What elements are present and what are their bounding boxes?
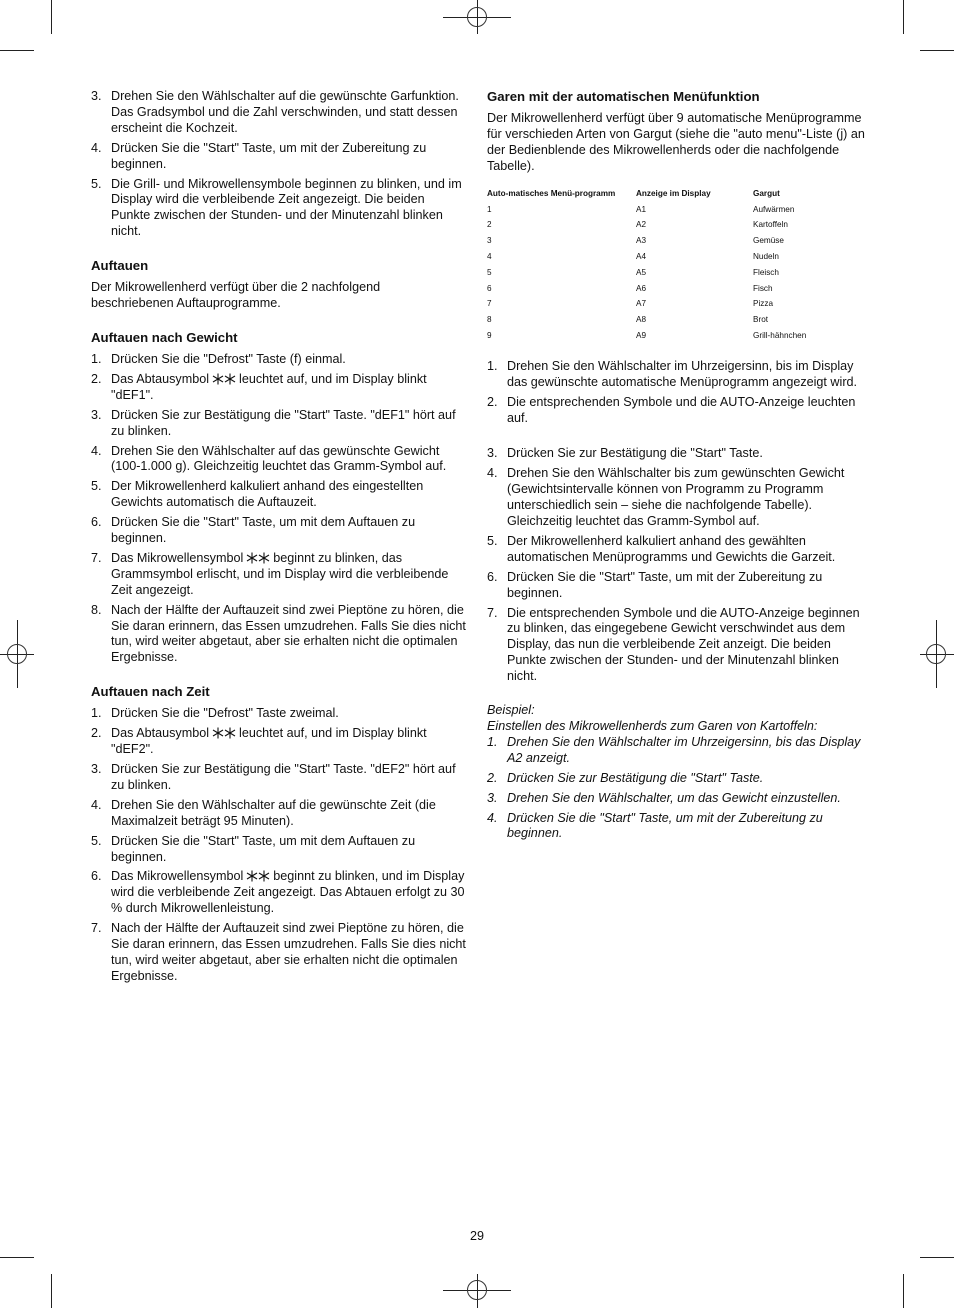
table-row: 7 A7 Pizza	[487, 299, 774, 309]
list-item: 1. Drücken Sie die "Defrost" Taste (f) einmal.	[91, 351, 346, 366]
table-row: 4 A4 Nudeln	[487, 252, 779, 262]
paragraph: Der Mikrowellenherd verfügt über die 2 nachfolgend beschriebenen Auftauprogramme.	[91, 280, 381, 311]
list-item: 1. Drehen Sie den Wählschalter im Uhrzeigersinn, bis im Display das gewünschte automatische Menüprogramm angezeigt wird.	[487, 358, 858, 389]
list-item: 4. Drücken Sie die "Start" Taste, um mit der Zubereitung zu beginnen.	[91, 140, 427, 171]
list-item: 3. Drücken Sie zur Bestätigung die "Start" Taste.	[487, 446, 763, 461]
list-item: 3. Drehen Sie den Wählschalter, um das Gewicht einzustellen.	[487, 790, 841, 805]
example-block	[487, 703, 865, 842]
list-item: 5. Der Mikrowellenherd kalkuliert anhand des gewählten automatischen Menüprogramms und Gewichts die Garzeit.	[487, 533, 836, 564]
paragraph: Der Mikrowellenherd verfügt über 9 automatische Menüprogramme für verschieden Arten von Gargut (siehe die "auto menu"-Liste (j) an der Bedienblende des Mikrowellenherds oder die nachfolgende Tabelle).	[487, 111, 865, 173]
section-auto-menu	[487, 89, 865, 175]
list-item: 6. Das Mikrowellensymbol beginnt zu blinken, und im Display wird die verbleibende Zeit angezeigt. Das Abtauen erfolgt zu 30 % durch Mikrowellenleistung.	[91, 869, 465, 916]
example-label: Beispiel:	[487, 703, 535, 718]
intro-list	[91, 89, 466, 240]
list-item: 4. Drücken Sie die "Start" Taste, um mit der Zubereitung zu beginnen.	[487, 810, 823, 841]
section-heading: Auftauen nach Gewicht	[91, 329, 238, 345]
list-item: 3. Drehen Sie den Wählschalter auf die gewünschte Garfunktion. Das Gradsymbol und die Zahl verschwinden, und statt dessen erscheint die Kochzeit.	[91, 89, 459, 135]
section-heading: Garen mit der automatischen Menüfunktion	[487, 89, 760, 104]
table-row: 3 A3 Gemüse	[487, 236, 784, 246]
by-time-list	[91, 706, 466, 985]
table-row: 1 A1 Aufwärmen	[487, 204, 795, 214]
table-row: 5 A5 Fleisch	[487, 267, 779, 277]
auto-menu-table	[487, 189, 806, 347]
list-item: 6. Drücken Sie die "Start" Taste, um mit dem Auftauen zu beginnen.	[91, 515, 416, 546]
list-item: 5. Der Mikrowellenherd kalkuliert anhand des eingestellten Gewichts automatisch die Auftauzeit.	[91, 479, 424, 510]
list-item: 1. Drehen Sie den Wählschalter im Uhrzeigersinn, bis das Display A2 anzeigt.	[487, 734, 861, 765]
microwave-symbol-icon	[246, 870, 270, 882]
example-list	[487, 735, 865, 842]
defrost-snowflake-icon	[212, 727, 236, 739]
list-item: 4. Drehen Sie den Wählschalter bis zum gewünschten Gewicht (Gewichtsintervalle können von Programm zu Programm unterschiedlich sein – siehe die nachfolgende Tabelle). Gleichzeitig leuchtet das Gramm-Symbol auf.	[487, 466, 845, 529]
left-column	[91, 89, 466, 989]
list-item: 4. Drehen Sie den Wählschalter auf die gewünschte Zeit (die Maximalzeit beträgt 95 Minuten).	[91, 797, 436, 828]
list-item: 2. Drücken Sie zur Bestätigung die "Start" Taste.	[487, 770, 764, 785]
right-column	[487, 89, 865, 846]
table-row: 2 A2 Kartoffeln	[487, 220, 788, 230]
list-item: 2. Das Abtausymbol leuchtet auf, und im Display blinkt "dEF1".	[91, 371, 427, 402]
page-number: 29	[469, 1229, 484, 1243]
list-item: 6. Drücken Sie die "Start" Taste, um mit der Zubereitung zu beginnen.	[487, 569, 823, 600]
example-title: Einstellen des Mikrowellenherds zum Garen von Kartoffeln:	[487, 719, 818, 734]
section-auftauen	[91, 258, 466, 312]
list-item: 3. Drücken Sie zur Bestätigung die "Start" Taste. "dEF1" hört auf zu blinken.	[91, 407, 456, 438]
list-item: 7. Nach der Hälfte der Auftauzeit sind zwei Pieptöne zu hören, die Sie daran erinnern, das Essen umzudrehen. Falls Sie dies nicht tun, wird weiter abgetaut, aber sie erhalten nicht die optimalen Ergebnisse.	[91, 921, 466, 983]
table-row: 6 A6 Fisch	[487, 283, 773, 293]
list-item: 2. Die entsprechenden Symbole und die AUTO-Anzeige leuchten auf.	[487, 394, 856, 425]
list-item: 7. Das Mikrowellensymbol beginnt zu blinken, das Grammsymbol erlischt, und im Display wird die verbleibende Zeit angezeigt.	[91, 550, 449, 597]
list-item: 5. Die Grill- und Mikrowellensymbole beginnen zu blinken, und im Display wird die verbleibende Zeit angezeigt. Die beiden Punkte zwischen der Stunden- und der Minutenzahl blinken nicht.	[91, 176, 462, 239]
list-item: 2. Das Abtausymbol leuchtet auf, und im Display blinkt "dEF2".	[91, 726, 427, 757]
column-header: Anzeige im Display	[636, 188, 711, 198]
section-by-time	[91, 684, 466, 985]
list-item: 3. Drücken Sie zur Bestätigung die "Start" Taste. "dEF2" hört auf zu blinken.	[91, 762, 456, 792]
list-item: 1. Drücken Sie die "Defrost" Taste zweimal.	[91, 706, 339, 721]
auto-steps-list	[487, 359, 865, 427]
list-item: 8. Nach der Hälfte der Auftauzeit sind zwei Pieptöne zu hören, die Sie daran erinnern, das Essen umzudrehen. Falls Sie dies nicht tun, wird weiter abgetaut, aber sie erhalten nicht die optimalen Ergebnisse.	[91, 602, 466, 665]
table-row: 8 A8 Brot	[487, 315, 769, 325]
section-heading: Auftauen nach Zeit	[91, 684, 210, 700]
section-by-weight	[91, 330, 466, 666]
column-header: Gargut	[753, 188, 780, 198]
column-header: Auto-matisches Menü-programm	[487, 188, 616, 198]
auto-steps-list-continued	[487, 446, 865, 685]
microwave-symbol-icon	[246, 552, 270, 564]
list-item: 5. Drücken Sie die "Start" Taste, um mit dem Auftauen zu beginnen.	[91, 833, 416, 864]
list-item: 4. Drehen Sie den Wählschalter auf das gewünschte Gewicht (100-1.000 g). Gleichzeitig leuchtet das Gramm-Symbol auf.	[91, 443, 447, 474]
section-heading: Auftauen	[91, 258, 149, 274]
defrost-snowflake-icon	[212, 373, 236, 385]
list-item: 7. Die entsprechenden Symbole und die AUTO-Anzeige beginnen zu blinken, das eingegebene Gewicht verschwindet aus dem Display, das nun die verbleibende Zeit anzeigt. Die beiden Punkte zwischen der Stunden- und der Minutenzahl blinken nicht.	[487, 605, 860, 684]
table-header-row	[487, 189, 806, 205]
by-weight-list	[91, 352, 466, 666]
table-row: 9 A9 Grill-hähnchen	[487, 331, 807, 340]
